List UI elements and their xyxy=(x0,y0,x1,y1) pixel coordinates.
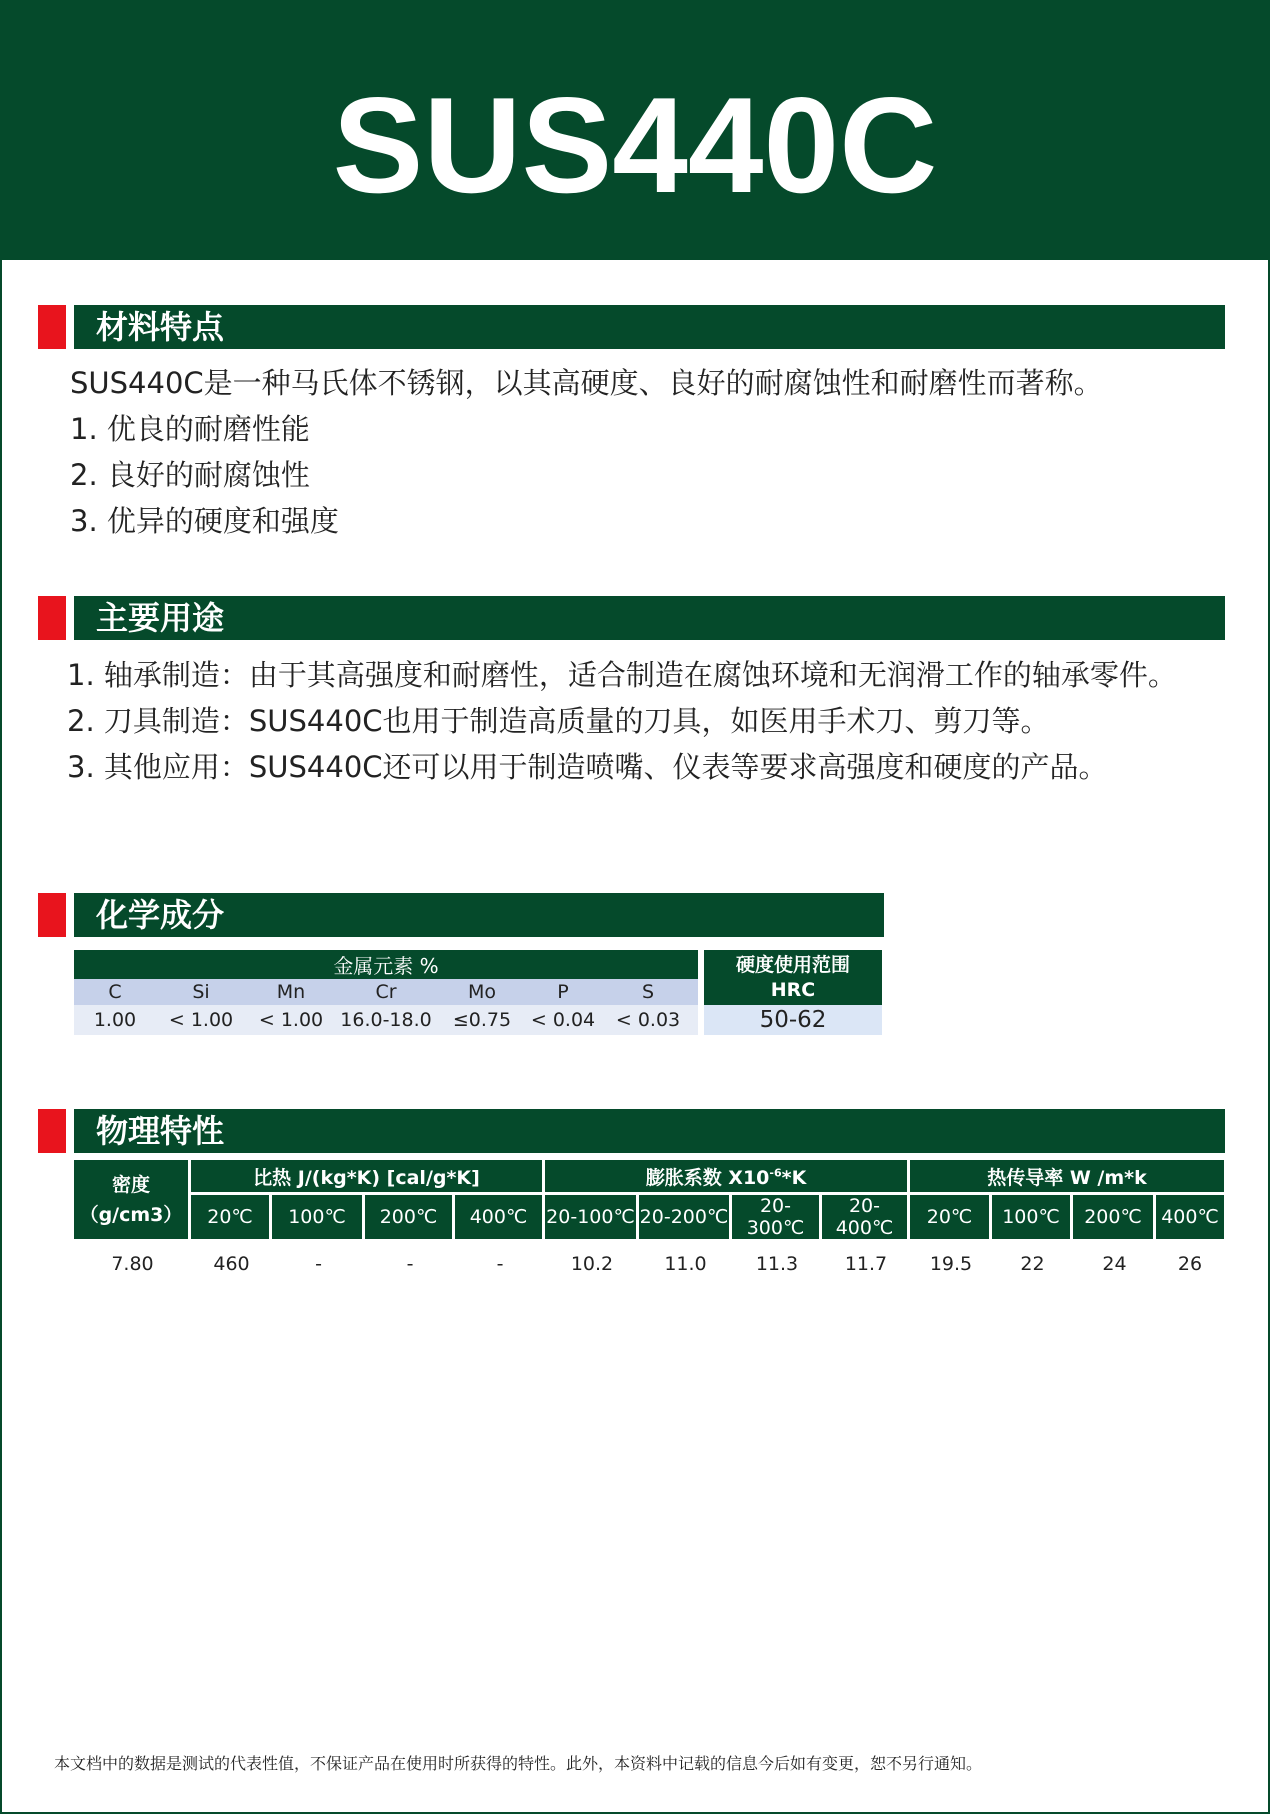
uses-item: 1. 轴承制造：由于其高强度和耐磨性，适合制造在腐蚀环境和无润滑工作的轴承零件。 xyxy=(67,658,1177,692)
section-title: 物理特性 xyxy=(96,1112,225,1150)
element-value: 16.0-18.0 xyxy=(336,1005,436,1035)
temp-header: 100℃ xyxy=(272,1192,365,1239)
conductivity-value: 24 xyxy=(1102,1253,1127,1275)
features-intro: SUS440C是一种马氏体不锈钢，以其高硬度、良好的耐腐蚀性和耐磨性而著称。 xyxy=(70,366,1103,400)
temp-header: 20℃ xyxy=(191,1192,272,1239)
temp-header: 20-200℃ xyxy=(639,1192,732,1239)
section-bar xyxy=(74,596,1225,640)
element-header: P xyxy=(528,979,598,1005)
section-bar xyxy=(74,1109,1225,1153)
hrc-value: 50-62 xyxy=(698,1005,882,1035)
density-value: 7.80 xyxy=(111,1253,154,1275)
expansion-value: 10.2 xyxy=(570,1253,614,1275)
specific-heat-value: 460 xyxy=(213,1253,250,1275)
features-item: 1. 优良的耐磨性能 xyxy=(70,412,310,446)
temp-header: 100℃ xyxy=(992,1192,1073,1239)
section-header-features xyxy=(38,305,1225,349)
element-value: 1.00 xyxy=(74,1005,156,1035)
section-marker xyxy=(38,893,66,937)
element-value: < 1.00 xyxy=(156,1005,246,1035)
specific-heat-value: - xyxy=(315,1253,322,1275)
physical-table xyxy=(74,1160,1224,1289)
expansion-header-unit: *K xyxy=(781,1166,807,1189)
element-value: < 0.04 xyxy=(528,1005,598,1035)
metal-elements-header: 金属元素 % xyxy=(74,950,698,979)
expansion-value: 11.0 xyxy=(664,1253,707,1275)
temp-header: 200℃ xyxy=(365,1192,455,1239)
element-header: Si xyxy=(156,979,246,1005)
density-header-line: 密度 xyxy=(111,1173,150,1196)
conductivity-value: 26 xyxy=(1177,1253,1203,1275)
section-bar xyxy=(74,305,1225,349)
element-header: Mn xyxy=(246,979,336,1005)
expansion-header-text: 膨胀系数 X10 xyxy=(645,1166,770,1189)
temp-header: 400℃ xyxy=(455,1192,545,1239)
section-title: 化学成分 xyxy=(96,896,225,934)
expansion-header-exponent: -6 xyxy=(769,1166,782,1180)
specific-heat-value: - xyxy=(496,1253,504,1275)
conductivity-header: 热传导率 W /m*k xyxy=(910,1160,1224,1192)
element-header: Cr xyxy=(336,979,436,1005)
section-header-physical xyxy=(38,1109,1225,1153)
element-value: < 0.03 xyxy=(598,1005,698,1035)
table-row xyxy=(74,1239,1224,1289)
conductivity-value: 22 xyxy=(1020,1253,1045,1275)
conductivity-value: 19.5 xyxy=(929,1253,973,1275)
section-header-uses xyxy=(38,596,1225,640)
temp-header: 20-100℃ xyxy=(545,1192,639,1239)
uses-item: 2. 刀具制造：SUS440C也用于制造高质量的刀具，如医用手术刀、剪刀等。 xyxy=(67,704,1050,738)
density-header xyxy=(74,1160,191,1239)
expansion-header xyxy=(545,1160,910,1192)
hrc-header-line: HRC xyxy=(770,978,816,1001)
page-title: SUS440C xyxy=(332,69,938,221)
section-marker xyxy=(38,1109,66,1153)
section-marker xyxy=(38,596,66,640)
expansion-value: 11.7 xyxy=(844,1253,888,1275)
element-value: < 1.00 xyxy=(246,1005,336,1035)
hrc-header xyxy=(698,950,882,1005)
expansion-value: 11.3 xyxy=(755,1253,799,1275)
chemistry-table xyxy=(74,950,882,1035)
specific-heat-value: - xyxy=(406,1253,414,1275)
uses-item: 3. 其他应用：SUS440C还可以用于制造喷嘴、仪表等要求高强度和硬度的产品。 xyxy=(67,750,1108,784)
disclaimer-footer: 本文档中的数据是测试的代表性值，不保证产品在使用时所获得的特性。此外，本资料中记载的信息今后如有变更，恕不另行通知。 xyxy=(54,1754,983,1773)
temp-header: 200℃ xyxy=(1073,1192,1156,1239)
temp-header: 400℃ xyxy=(1156,1192,1224,1239)
features-item: 2. 良好的耐腐蚀性 xyxy=(70,458,310,492)
density-header-line: （g/cm3） xyxy=(79,1203,183,1226)
temp-header: 20-300℃ xyxy=(732,1192,822,1239)
temp-header: 20-400℃ xyxy=(822,1192,910,1239)
element-header: C xyxy=(74,979,156,1005)
element-header: S xyxy=(598,979,698,1005)
features-item: 3. 优异的硬度和强度 xyxy=(70,504,339,538)
hrc-header-line: 硬度使用范围 xyxy=(735,953,850,976)
element-value: ≤0.75 xyxy=(436,1005,528,1035)
section-marker xyxy=(38,305,66,349)
section-title: 材料特点 xyxy=(96,308,225,346)
temp-header: 20℃ xyxy=(910,1192,992,1239)
section-title: 主要用途 xyxy=(96,599,225,637)
section-header-chemistry xyxy=(38,893,884,937)
specific-heat-header: 比热 J/(kg*K) [cal/g*K] xyxy=(191,1160,545,1192)
table-row xyxy=(74,1005,882,1035)
element-header: Mo xyxy=(436,979,528,1005)
